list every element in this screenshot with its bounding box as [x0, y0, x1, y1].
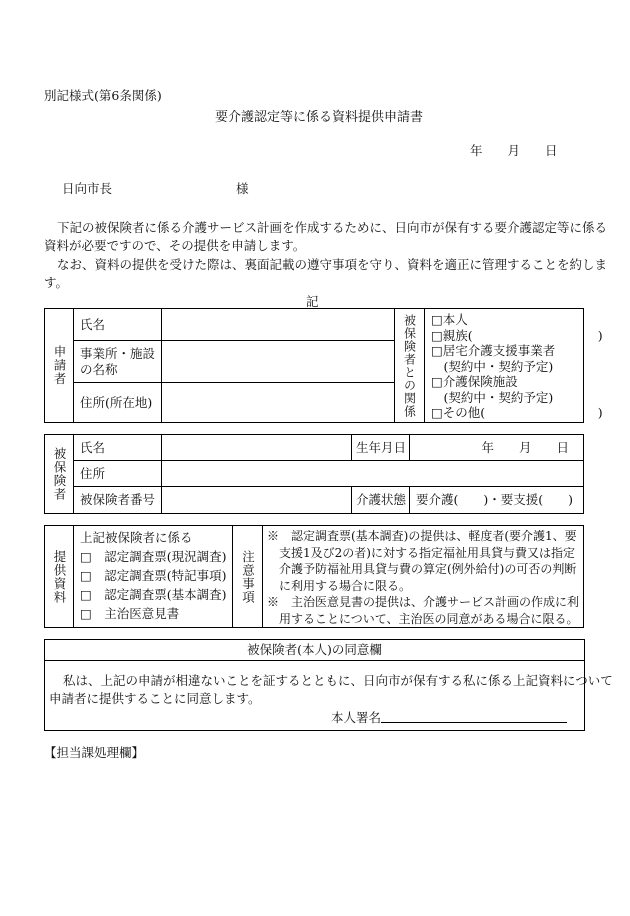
relation-care-manager-contract: (契約中・契約予定)	[431, 358, 554, 374]
note-line-2: 支援1及び2の者)に対する指定福祉用具貸与費又は指定	[267, 545, 575, 560]
signature-line[interactable]	[381, 722, 567, 723]
care-status-field[interactable]: 要介護( )・要支援( )	[410, 487, 584, 514]
material-doctor-opinion-checkbox[interactable]: □ 主治医意見書	[80, 606, 180, 621]
applicant-address-label: 住所(所在地)	[74, 383, 162, 423]
insured-dob-label: 生年月日	[352, 435, 410, 461]
form-number: 別記様式(第6条関係)	[44, 88, 162, 103]
applicant-table	[44, 308, 603, 423]
insured-address-label: 住所	[74, 461, 162, 487]
relation-care-manager-checkbox[interactable]: □居宅介護支援事業者	[431, 343, 556, 358]
relation-facility-checkbox[interactable]: □介護保険施設	[431, 374, 518, 389]
materials-table	[44, 525, 584, 628]
relation-other-checkbox[interactable]: □その他( )	[431, 405, 603, 420]
application-date[interactable]: 年 月 日	[470, 143, 558, 158]
materials-intro: 上記被保険者に係る	[80, 530, 193, 545]
material-survey-basic-checkbox[interactable]: □ 認定調査票(基本調査)	[80, 587, 227, 602]
insured-dob-field[interactable]: 年 月 日	[410, 435, 584, 461]
insured-address-field[interactable]	[162, 461, 584, 487]
note-line-3: 介護予防福祉用具貸与費の算定(例外給付)の可否の判断	[267, 562, 577, 576]
insured-table	[44, 434, 584, 514]
applicant-header: 申請者	[45, 309, 74, 423]
material-survey-current-checkbox[interactable]: □ 認定調査票(現況調査)	[80, 549, 227, 564]
intro-line-4: す。	[44, 275, 69, 290]
intro-line-2: 資料が必要ですので、その提供を申請します。	[44, 238, 306, 253]
consent-line-1: 私は、上記の申請が相違ないことを証するとともに、日向市が保有する私に係る上記資料について	[63, 673, 613, 688]
consent-box	[44, 639, 613, 731]
office-label-line-1: 事業所・施設	[80, 345, 156, 361]
relation-facility-contract: (契約中・契約予定)	[431, 389, 554, 405]
signature-label: 本人署名	[331, 710, 382, 725]
insured-number-field[interactable]	[162, 487, 352, 514]
office-label-line-2: の名称	[80, 361, 118, 377]
note-line-1: ※ 認定調査票(基本調査)の提供は、軽度者(要介護1、要	[267, 529, 577, 543]
materials-header: 提供資料	[45, 526, 74, 628]
addressee-honorific: 様	[236, 181, 249, 196]
note-line-5: ※ 主治医意見書の提供は、介護サービス計画の作成に利	[267, 595, 580, 609]
materials-list	[74, 526, 233, 628]
ki-label: 記	[306, 294, 319, 309]
consent-line-2: 申請者に提供することに同意します。	[49, 691, 261, 706]
applicant-name-field[interactable]	[162, 309, 395, 341]
consent-title: 被保険者(本人)の同意欄	[45, 640, 584, 661]
insured-name-label: 氏名	[74, 435, 162, 461]
addressee: 日向市長	[62, 181, 113, 196]
note-line-6: 用することについて、主治医の同意がある場合に限る。	[267, 611, 579, 626]
insured-name-field[interactable]	[162, 435, 352, 461]
notes-body	[263, 526, 584, 628]
notes-header: 注意事項	[233, 526, 263, 628]
relation-header: 被保険者との関係	[395, 309, 425, 423]
applicant-office-label	[74, 341, 162, 383]
relation-self-checkbox[interactable]: □本人	[431, 312, 468, 327]
relation-options	[425, 309, 603, 423]
document-title: 要介護認定等に係る資料提供申請書	[215, 110, 424, 125]
applicant-address-field[interactable]	[162, 383, 395, 423]
relation-list	[431, 312, 603, 421]
intro-line-3: なお、資料の提供を受けた際は、裏面記載の遵守事項を守り、資料を適正に管理することを約しま	[57, 257, 608, 272]
insured-header: 被保険者	[45, 435, 74, 514]
applicant-office-field[interactable]	[162, 341, 395, 383]
applicant-name-label: 氏名	[74, 309, 162, 341]
note-line-4: に利用する場合に限る。	[267, 578, 412, 593]
care-status-label: 介護状態	[352, 487, 410, 514]
intro-line-1: 下記の被保険者に係る介護サービス計画を作成するために、日向市が保有する要介護認定等に係る	[57, 220, 608, 235]
office-use-section: 【担当課処理欄】	[44, 745, 145, 760]
insured-number-label: 被保険者番号	[74, 487, 162, 514]
material-survey-special-checkbox[interactable]: □ 認定調査票(特記事項)	[80, 568, 227, 583]
relation-family-checkbox[interactable]: □親族( )	[431, 327, 603, 343]
